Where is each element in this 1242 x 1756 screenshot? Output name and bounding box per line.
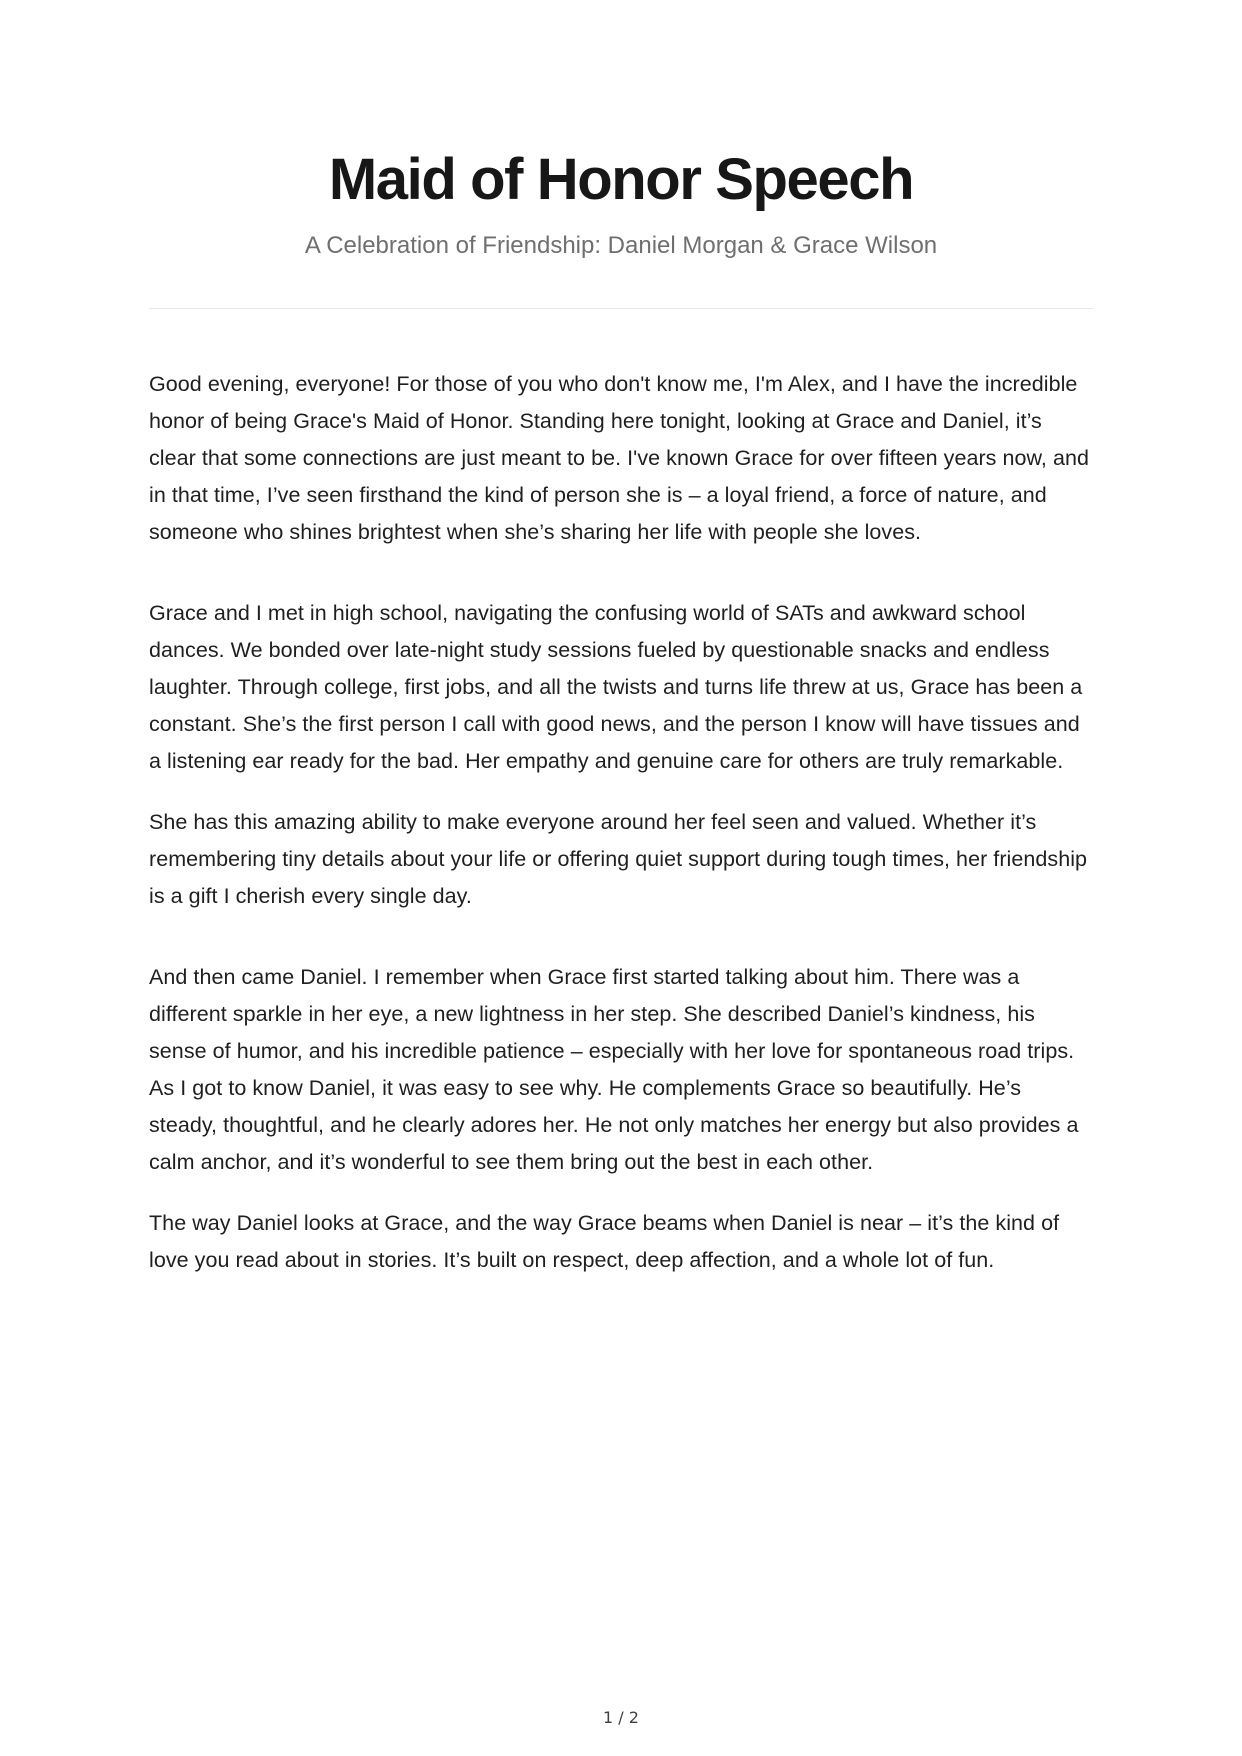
document-title: Maid of Honor Speech — [328, 147, 914, 212]
page-number: 1 / 2 — [603, 1708, 639, 1727]
speech-paragraph-4: And then came Daniel. I remember when Grace first started talking about him. There was a different sparkle in her eye, a new lightness in her step. She described Daniel’s kindness, his sense of humor, and his incredible patience – especially with her love for spontaneous road trips. As I got to know Daniel, it was easy to see why. He complements Grace so beautifully. He’s steady, thoughtful, and he clearly adores her. He not only matches her energy but also provides a calm anchor, and it’s wonderful to see them bring out the best in each other. — [149, 965, 1079, 1174]
speech-paragraph-5: The way Daniel looks at Grace, and the way Grace beams when Daniel is near – it’s the kind of love you read about in stories. It’s built on respect, deep affection, and a whole lot of fun. — [149, 1211, 1060, 1272]
header-divider — [149, 308, 1093, 309]
speech-paragraph-1: Good evening, everyone! For those of you who don't know me, I'm Alex, and I have the incredible honor of being Grace's Maid of Honor. Standing here tonight, looking at Grace and Daniel, it’s clear that some connections are just meant to be. I've known Grace for over fifteen years now, and in that time, I’ve seen firsthand the kind of person she is – a loyal friend, a force of nature, and someone who shines brightest when she’s sharing her life with people she loves. — [149, 372, 1089, 544]
document-header — [149, 145, 1093, 261]
speech-paragraph-2: Grace and I met in high school, navigating the confusing world of SATs and awkward school dances. We bonded over late-night study sessions fueled by questionable snacks and endless laughter. Through college, first jobs, and all the twists and turns life threw at us, Grace has been a constant. She’s the first person I call with good news, and the person I know will have tissues and a listening ear ready for the bad. Her empathy and genuine care for others are truly remarkable. — [149, 601, 1083, 773]
document-subtitle: A Celebration of Friendship: Daniel Morgan & Grace Wilson — [304, 232, 938, 259]
speech-body — [149, 366, 1093, 1279]
speech-paragraph-3: She has this amazing ability to make everyone around her feel seen and valued. Whether it’s remembering tiny details about your life or offering quiet support during tough times, her friendship is a gift I cherish every single day. — [149, 810, 1088, 908]
